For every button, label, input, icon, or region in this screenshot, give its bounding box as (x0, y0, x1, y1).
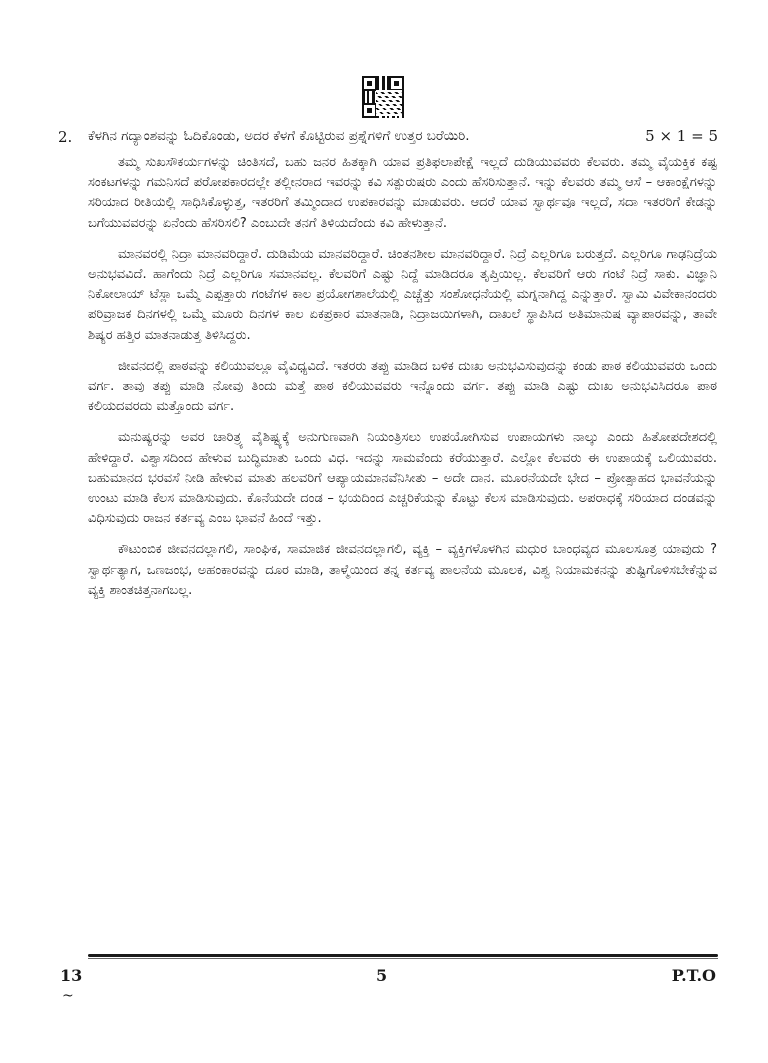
footer-divider (88, 954, 718, 957)
question-header (58, 127, 718, 149)
paper-code: 13 (60, 966, 83, 985)
passage-paragraph: ಮನುಷ್ಯರನ್ನು ಅವರ ಚಾರಿತ್ರ್ಯ ವೈಶಿಷ್ಟ್ಯಕ್ಕೆ ಅನುಗುಣವಾಗಿ ನಿಯಂತ್ರಿಸಲು ಉಪಯೋಗಿಸುವ ಉಪಾಯಗಳು ನಾಲ್ಕು ಎಂದು ಹಿತೋಪದೇಶದಲ್ಲಿ ಹೇಳಿದ್ದಾರೆ. ವಿಶ್ವಾಸದಿಂದ ಹೇಳುವ ಬುದ್ಧಿಮಾತು ಒಂದು ವಿಧ. ಇದನ್ನು ಸಾಮವೆಂದು ಕರೆಯುತ್ತಾರೆ. ಎಲ್ಲೋ ಕೆಲವರು ಈ ಉಪಾಯಕ್ಕೆ ಒಲಿಯುವರು. ಬಹುಮಾನದ ಭರವಸೆ ನೀಡಿ ಹೇಳುವ ಮಾತು ಹಲವರಿಗೆ ಆಪ್ಯಾಯಮಾನವೆನಿಸೀತು – ಅದೇ ದಾನ. ಮೂರನೆಯದೇ ಭೇದ – ಪ್ರೋತ್ಸಾಹದ ಭಾವನೆಯನ್ನು ಉಂಟು ಮಾಡಿ ಕೆಲಸ ಮಾಡಿಸುವುದು. ಕೊನೆಯದೇ ದಂಡ – ಭಯದಿಂದ ಎಚ್ಚರಿಕೆಯನ್ನು ಕೊಟ್ಟು ಕೆಲಸ ಮಾಡಿಸುವುದು. ಅಪರಾಧಕ್ಕೆ ಸರಿಯಾದ ದಂಡವನ್ನು ವಿಧಿಸುವುದು ರಾಜನ ಕರ್ತವ್ಯ ಎಂಬ ಭಾವನೆ ಹಿಂದೆ ಇತ್ತು. (88, 430, 717, 527)
question-instruction: ಕೆಳಗಿನ ಗದ್ಯಾಂಶವನ್ನು ಓದಿಕೊಂಡು, ಅದರ ಕೆಳಗೆ ಕೊಟ್ಟಿರುವ ಪ್ರಶ್ನೆಗಳಿಗೆ ಉತ್ತರ ಬರೆಯಿರಿ. (88, 128, 470, 144)
passage-paragraph: ಕೌಟುಂಬಿಕ ಜೀವನದಲ್ಲಾಗಲಿ, ಸಾಂಘಿಕ, ಸಾಮಾಜಿಕ ಜೀವನದಲ್ಲಾಗಲಿ, ವ್ಯಕ್ತಿ – ವ್ಯಕ್ತಿಗಳೊಳಗಿನ ಮಧುರ ಬಾಂಧವ್ಯದ ಮೂಲಸೂತ್ರ ಯಾವುದು ? ಸ್ವಾರ್ಥತ್ಯಾಗ, ಒಣಜಂಭ, ಅಹಂಕಾರವನ್ನು ದೂರ ಮಾಡಿ, ತಾಳ್ಮೆಯಿಂದ ತನ್ನ ಕರ್ತವ್ಯ ಪಾಲನೆಯ ಮೂಲಕ, ವಿಶ್ವ ನಿಯಾಮಕನನ್ನು ತುಷ್ಟಿಗೊಳಿಸಬೇಕೆನ್ನುವ ವ್ಯಕ್ತಿ ಶಾಂತಚಿತ್ತನಾಗಬಲ್ಲ. (88, 542, 717, 598)
question-marks: 5 × 1 = 5 (645, 127, 718, 145)
passage-paragraph: ಜೀವನದಲ್ಲಿ ಪಾಠವನ್ನು ಕಲಿಯುವಲ್ಲೂ ವೈವಿಧ್ಯವಿದೆ. ಇತರರು ತಪ್ಪು ಮಾಡಿದ ಬಳಿಕ ದುಃಖ ಅನುಭವಿಸುವುದನ್ನು ಕಂಡು ಪಾಠ ಕಲಿಯುವವರು ಒಂದು ವರ್ಗ. ತಾವು ತಪ್ಪು ಮಾಡಿ ನೋವು ತಿಂದು ಮತ್ತೆ ಪಾಠ ಕಲಿಯುವವರು ಇನ್ನೊಂದು ವರ್ಗ. ತಪ್ಪು ಮಾಡಿ ಎಷ್ಟು ದುಃಖ ಅನುಭವಿಸಿದರೂ ಪಾಠ ಕಲಿಯದವರದು ಮತ್ತೊಂದು ವರ್ಗ. (88, 358, 717, 415)
qr-corner (362, 76, 377, 91)
passage-paragraph: ಮಾನವರಲ್ಲಿ ನಿದ್ರಾ ಮಾನವರಿದ್ದಾರೆ. ದುಡಿಮೆಯ ಮಾನವರಿದ್ದಾರೆ. ಚಿಂತನಶೀಲ ಮಾನವರಿದ್ದಾರೆ. ನಿದ್ರೆ ಎಲ್ಲರಿಗೂ ಬರುತ್ತದೆ. ಎಲ್ಲರಿಗೂ ಗಾಢನಿದ್ರೆಯ ಅನುಭವವಿದೆ. ಹಾಗೆಂದು ನಿದ್ರೆ ಎಲ್ಲರಿಗೂ ಸಮಾನವಲ್ಲ. ಕೆಲವರಿಗೆ ಎಷ್ಟು ನಿದ್ದೆ ಮಾಡಿದರೂ ತೃಪ್ತಿಯಿಲ್ಲ. ಕೆಲವರಿಗೆ ಆರು ಗಂಟೆ ನಿದ್ರೆ ಸಾಕು. ವಿಜ್ಞಾನಿ ನಿಕೋಲಾಯ್ ಟೆಸ್ಲಾ ಒಮ್ಮೆ ಎಪ್ಪತ್ತಾರು ಗಂಟೆಗಳ ಕಾಲ ಪ್ರಯೋಗಶಾಲೆಯಲ್ಲಿ ಎಚ್ಚೆತ್ತು ಸಂಶೋಧನೆಯಲ್ಲಿ ಮಗ್ನನಾಗಿದ್ದ ಎನ್ನುತ್ತಾರೆ. ಸ್ವಾಮಿ ವಿವೇಕಾನಂದರು ಪರಿವ್ರಾಜಕ ದಿನಗಳಲ್ಲಿ ಒಮ್ಮೆ ಮೂರು ದಿನಗಳ ಕಾಲ ಏಕಪ್ರಕಾರ ಮಾತನಾಡಿ, ನಿದ್ರಾಜಯಿಗಳಾಗಿ, ದಾಖಲೆ ಸ್ಥಾಪಿಸಿದ ಅತಿಮಾನುಷ ವ್ಯಾಪಾರವನ್ನು, ತಾವೇ ಶಿಷ್ಯರ ಹತ್ತಿರ ಮಾತನಾಡುತ್ತ ತಿಳಿಸಿದ್ದರು. (88, 246, 717, 343)
pto-label: P.T.O (671, 966, 716, 985)
qr-pattern (376, 90, 402, 116)
qr-corner (389, 76, 404, 91)
passage (88, 153, 717, 612)
qr-code (362, 76, 404, 118)
passage-paragraph: ತಮ್ಮ ಸುಖಸೌಕರ್ಯಗಳನ್ನು ಚಿಂತಿಸದೆ, ಬಹು ಜನರ ಹಿತಕ್ಕಾಗಿ ಯಾವ ಪ್ರತಿಫಲಾಪೇಕ್ಷೆ ಇಲ್ಲದೆ ದುಡಿಯುವವರು ಕೆಲವರು. ತಮ್ಮ ವೈಯಕ್ತಿಕ ಕಷ್ಟ ಸಂಕಟಗಳನ್ನು ಗಮನಿಸದೆ ಪರೋಪಕಾರದಲ್ಲೇ ತಲ್ಲೀನರಾದ ಇವರನ್ನು ಕವಿ ಸತ್ಪುರುಷರು ಎಂದು ಹೆಸರಿಸುತ್ತಾನೆ. ಇನ್ನು ಕೆಲವರು ತಮ್ಮ ಆಸೆ – ಆಕಾಂಕ್ಷೆಗಳನ್ನು ಸರಿಯಾದ ರೀತಿಯಲ್ಲಿ ಸಾಧಿಸಿಕೊಳ್ಳುತ್ತ, ಇತರರಿಗೆ ತಮ್ಮಿಂದಾದ ಉಪಕಾರವನ್ನು ಮಾಡುವರು. ಆದರೆ ಯಾವ ಸ್ವಾರ್ಥವೂ ಇಲ್ಲದೆ, ಸದಾ ಇತರರಿಗೆ ಕೇಡನ್ನು ಬಗೆಯುವವರನ್ನು ಏನೆಂದು ಹೆಸರಿಸಲಿ? ಎಂಬುದೇ ತನಗೆ ತಿಳಿಯದೆಂದು ಕವಿ ಹೇಳುತ್ತಾನೆ. (88, 155, 717, 231)
footer-divider-thin (88, 958, 718, 959)
paper-code-mark: ~ (62, 988, 74, 1004)
page-number: 5 (376, 966, 388, 985)
question-number: 2. (58, 128, 73, 146)
qr-corner (362, 103, 377, 118)
